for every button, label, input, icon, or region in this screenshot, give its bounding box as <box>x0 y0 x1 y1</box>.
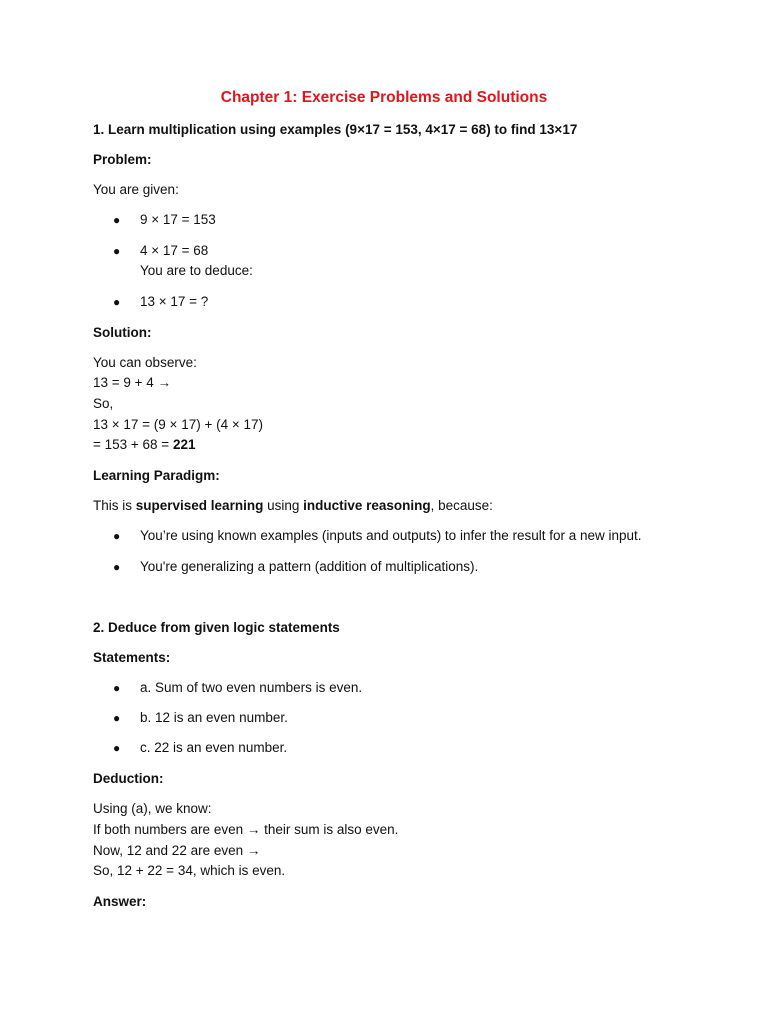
section2-heading: 2. Deduce from given logic statements <box>93 620 340 635</box>
deduction-line: Using (a), we know: <box>93 801 212 816</box>
paradigm-term-supervised: supervised learning <box>135 498 264 513</box>
given-item: 4 × 17 = 68 <box>140 243 209 258</box>
solution-label: Solution: <box>93 325 152 340</box>
bullet-icon: ● <box>113 295 121 309</box>
reason-item: You're generalizing a pattern (addition of multiplications). <box>140 559 479 574</box>
paradigm-label: Learning Paradigm: <box>93 468 220 483</box>
paradigm-pre: This is <box>93 498 136 513</box>
given-item: 9 × 17 = 153 <box>140 212 216 227</box>
problem-label: Problem: <box>93 152 152 167</box>
paradigm-term-inductive: inductive reasoning <box>303 498 431 513</box>
paradigm-sentence <box>93 497 493 515</box>
statement-item: c. 22 is an even number. <box>140 740 288 755</box>
bullet-icon: ● <box>113 529 121 543</box>
deduction-label: Deduction: <box>93 771 164 786</box>
chapter-title: Chapter 1: Exercise Problems and Solutions <box>220 89 548 106</box>
deduction-line: So, 12 + 22 = 34, which is even. <box>93 863 286 878</box>
solution-line: You can observe: <box>93 355 197 370</box>
solution-line: 13 = 9 + 4 → <box>93 375 172 390</box>
reason-item: You’re using known examples (inputs and outputs) to infer the result for a new input. <box>140 528 642 543</box>
statement-item: b. 12 is an even number. <box>140 710 288 725</box>
given-intro: You are given: <box>93 182 179 197</box>
deduce-item: 13 × 17 = ? <box>140 294 209 309</box>
deduction-line: If both numbers are even → their sum is also even. <box>93 822 399 837</box>
paradigm-mid: using <box>263 498 304 513</box>
bullet-icon: ● <box>113 560 121 574</box>
answer-label: Answer: <box>93 894 147 909</box>
section1-heading: 1. Learn multiplication using examples (9×17 = 153, 4×17 = 68) to find 13×17 <box>93 122 578 137</box>
solution-result <box>93 436 195 454</box>
paradigm-post: , because: <box>430 498 493 513</box>
solution-line: So, <box>93 396 114 411</box>
deduce-intro: You are to deduce: <box>140 263 253 278</box>
result-value: 221 <box>172 437 196 452</box>
statements-label: Statements: <box>93 650 171 665</box>
bullet-icon: ● <box>113 213 121 227</box>
bullet-icon: ● <box>113 741 121 755</box>
deduction-line: Now, 12 and 22 are even → <box>93 843 261 858</box>
solution-line: 13 × 17 = (9 × 17) + (4 × 17) <box>93 417 263 432</box>
bullet-icon: ● <box>113 711 121 725</box>
bullet-icon: ● <box>113 681 121 695</box>
result-prefix: = 153 + 68 = <box>93 437 173 452</box>
statement-item: a. Sum of two even numbers is even. <box>140 680 363 695</box>
bullet-icon: ● <box>113 244 121 258</box>
